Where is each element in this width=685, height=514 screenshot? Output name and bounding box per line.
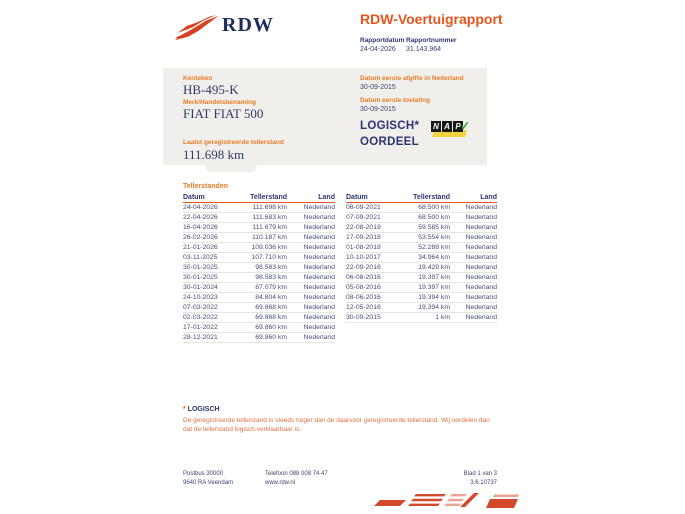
cell-land: Nederland <box>303 254 335 261</box>
table-row <box>346 263 497 273</box>
table-row <box>183 323 335 333</box>
laatste-tellerstand-value: 111.698 km <box>183 147 245 162</box>
table-row <box>183 243 335 253</box>
cell-land: Nederland <box>465 264 497 271</box>
cell-tellerstand: 34.964 km <box>418 254 450 261</box>
cell-datum: 30-01-2025 <box>183 264 218 271</box>
tellerstanden-table-left <box>183 192 335 343</box>
cell-land: Nederland <box>303 294 335 301</box>
col-datum: Datum <box>183 194 205 201</box>
cell-datum: 06-08-2016 <box>346 274 381 281</box>
tellerstanden-table-right <box>346 192 497 323</box>
cell-tellerstand: 19.394 km <box>418 304 450 311</box>
footnote-body: De geregistreerde tellerstand is steeds hoger dan de daarvoor geregistreerde tellerstand. Wij oordelen dan dat de tellerstand logisch verklaarbaar is. <box>183 417 490 433</box>
footer-phone: Telefoon 088 008 74 47 <box>265 471 328 477</box>
cell-land: Nederland <box>465 234 497 241</box>
cell-land: Nederland <box>303 324 335 331</box>
cell-land: Nederland <box>465 244 497 251</box>
footer-page-number: Blad 1 van 3 <box>463 471 497 477</box>
footnote-heading <box>183 406 220 413</box>
cell-tellerstand: 107.710 km <box>251 254 287 261</box>
cell-tellerstand: 69.868 km <box>255 304 287 311</box>
cell-datum: 10-10-2017 <box>346 254 381 261</box>
table-row <box>183 253 335 263</box>
table-row <box>183 273 335 283</box>
cell-datum: 01-08-2018 <box>346 244 381 251</box>
kenteken-label: Kenteken <box>183 75 213 82</box>
report-number-value: 31.143.964 <box>406 46 442 53</box>
table-row <box>346 203 497 213</box>
nap-letter-p: P <box>453 121 463 132</box>
cell-tellerstand: 109.036 km <box>251 244 287 251</box>
eerste-toelating-label: Datum eerste toelating <box>360 97 431 104</box>
cell-datum: 26-02-2026 <box>183 234 218 241</box>
cell-land: Nederland <box>303 284 335 291</box>
nap-letter-n: N <box>431 121 441 132</box>
cell-datum: 22-09-2016 <box>346 264 381 271</box>
cell-tellerstand: 59.585 km <box>418 224 450 231</box>
cell-tellerstand: 19.429 km <box>418 264 450 271</box>
footer-address-line2: 9640 RA Veendam <box>183 480 234 486</box>
cell-land: Nederland <box>303 264 335 271</box>
cell-datum: 24-10-2023 <box>183 294 218 301</box>
footer-website-link[interactable]: www.rdw.nl <box>265 480 296 486</box>
cell-tellerstand: 110.187 km <box>251 234 287 241</box>
cell-tellerstand: 111.683 km <box>252 214 287 221</box>
cell-datum: 24-04-2026 <box>183 204 218 211</box>
table-header-row <box>346 192 497 203</box>
page-title: RDW-Voertuigrapport <box>360 11 503 27</box>
cell-datum: 30-01-2024 <box>183 284 218 291</box>
table-row <box>183 223 335 233</box>
cell-datum: 16-04-2026 <box>183 224 218 231</box>
footer-version: 3.6.10737 <box>470 480 497 486</box>
cell-land: Nederland <box>303 204 335 211</box>
cell-tellerstand: 69.860 km <box>255 334 287 341</box>
report-number-label: Rapportnummer <box>406 37 457 44</box>
cell-tellerstand: 111.698 km <box>252 204 287 211</box>
cell-datum: 08-09-2021 <box>346 204 381 211</box>
table-row <box>183 263 335 273</box>
cell-datum: 30-09-2015 <box>346 314 381 321</box>
oordeel-line2: OORDEEL <box>360 136 419 148</box>
table-row <box>183 313 335 323</box>
cell-tellerstand: 87.079 km <box>255 284 287 291</box>
col-datum: Datum <box>346 194 368 201</box>
footer-address-line1: Postbus 30000 <box>183 471 224 477</box>
cell-tellerstand: 68.500 km <box>418 214 450 221</box>
cell-land: Nederland <box>465 214 497 221</box>
cell-datum: 08-06-2016 <box>346 294 381 301</box>
oordeel-line1: LOGISCH* <box>360 120 420 132</box>
table-row <box>346 253 497 263</box>
table-row <box>183 283 335 293</box>
table-heading: Tellerstanden <box>183 183 228 190</box>
vehicle-summary-box-tail <box>205 163 257 172</box>
table-row <box>346 283 497 293</box>
cell-tellerstand: 84.804 km <box>255 294 287 301</box>
cell-land: Nederland <box>303 274 335 281</box>
cell-datum: 03-11-2025 <box>183 254 218 261</box>
laatste-tellerstand-label: Laatst geregistreerde tellerstand <box>183 139 284 146</box>
cell-datum: 21-01-2026 <box>183 244 218 251</box>
cell-datum: 30-01-2025 <box>183 274 218 281</box>
cell-land: Nederland <box>465 204 497 211</box>
nap-logo-icon <box>431 121 471 140</box>
kenteken-value: HB-495-K <box>183 82 239 97</box>
footnote-heading-text: LOGISCH <box>187 406 220 413</box>
table-row <box>346 313 497 323</box>
cell-datum: 22-04-2026 <box>183 214 218 221</box>
col-land: Land <box>480 194 497 201</box>
merk-value: FIAT FIAT 500 <box>183 106 264 121</box>
cell-land: Nederland <box>303 214 335 221</box>
cell-land: Nederland <box>303 224 335 231</box>
cell-tellerstand: 98.583 km <box>255 274 287 281</box>
rdw-stripes-graphic <box>372 491 520 513</box>
table-row <box>346 273 497 283</box>
cell-land: Nederland <box>303 304 335 311</box>
cell-tellerstand: 98.583 km <box>255 264 287 271</box>
table-header-row <box>183 192 335 203</box>
table-row <box>183 303 335 313</box>
report-date-value: 24-04-2026 <box>360 46 396 53</box>
cell-tellerstand: 69.860 km <box>255 324 287 331</box>
cell-datum: 22-08-2019 <box>346 224 381 231</box>
footnote-asterisk: * <box>183 406 188 413</box>
cell-land: Nederland <box>465 224 497 231</box>
rdw-wing-logo-icon <box>174 13 220 43</box>
cell-tellerstand: 52.288 km <box>418 244 450 251</box>
cell-land: Nederland <box>465 274 497 281</box>
table-row <box>183 333 335 343</box>
eerste-toelating-value: 30-09-2015 <box>360 106 396 113</box>
cell-land: Nederland <box>465 254 497 261</box>
table-row <box>346 293 497 303</box>
cell-land: Nederland <box>465 294 497 301</box>
table-row <box>346 233 497 243</box>
cell-datum: 17-01-2022 <box>183 324 218 331</box>
cell-land: Nederland <box>303 244 335 251</box>
footer-address <box>183 470 233 488</box>
cell-tellerstand: 1 km <box>435 314 450 321</box>
col-tellerstand: Tellerstand <box>413 194 450 201</box>
cell-datum: 02-03-2022 <box>183 314 218 321</box>
table-row <box>183 233 335 243</box>
cell-tellerstand: 53.554 km <box>418 234 450 241</box>
cell-tellerstand: 68.500 km <box>418 204 450 211</box>
cell-land: Nederland <box>465 284 497 291</box>
cell-datum: 12-05-2016 <box>346 304 381 311</box>
cell-datum: 07-03-2022 <box>183 304 218 311</box>
table-row <box>346 213 497 223</box>
footer-page-info <box>397 470 497 488</box>
cell-datum: 28-12-2021 <box>183 334 218 341</box>
table-row <box>346 303 497 313</box>
col-land: Land <box>318 194 335 201</box>
cell-tellerstand: 69.868 km <box>255 314 287 321</box>
nap-checkmark-icon: ✓ <box>460 119 471 133</box>
cell-datum: 05-08-2016 <box>346 284 381 291</box>
cell-land: Nederland <box>303 334 335 341</box>
footer-contact <box>265 470 328 488</box>
nap-letter-a: A <box>442 121 452 132</box>
eerste-afgifte-label: Datum eerste afgifte in Nederland <box>360 75 464 82</box>
cell-land: Nederland <box>303 314 335 321</box>
table-row <box>183 213 335 223</box>
rdw-logo-text: RDW <box>222 14 274 36</box>
cell-land: Nederland <box>465 304 497 311</box>
table-row <box>346 243 497 253</box>
cell-tellerstand: 19.397 km <box>418 284 450 291</box>
eerste-afgifte-value: 30-09-2015 <box>360 84 396 91</box>
cell-datum: 07-09-2021 <box>346 214 381 221</box>
table-row <box>346 223 497 233</box>
cell-tellerstand: 19.394 km <box>418 294 450 301</box>
cell-tellerstand: 111.679 km <box>252 224 287 231</box>
cell-datum: 17-09-2018 <box>346 234 381 241</box>
cell-land: Nederland <box>303 234 335 241</box>
table-row <box>183 293 335 303</box>
cell-tellerstand: 19.397 km <box>418 274 450 281</box>
cell-land: Nederland <box>465 314 497 321</box>
col-tellerstand: Tellerstand <box>250 194 287 201</box>
merk-label: Merk/Handelsbenaming <box>183 99 256 106</box>
table-row <box>183 203 335 213</box>
report-date-label: Rapportdatum <box>360 37 405 44</box>
